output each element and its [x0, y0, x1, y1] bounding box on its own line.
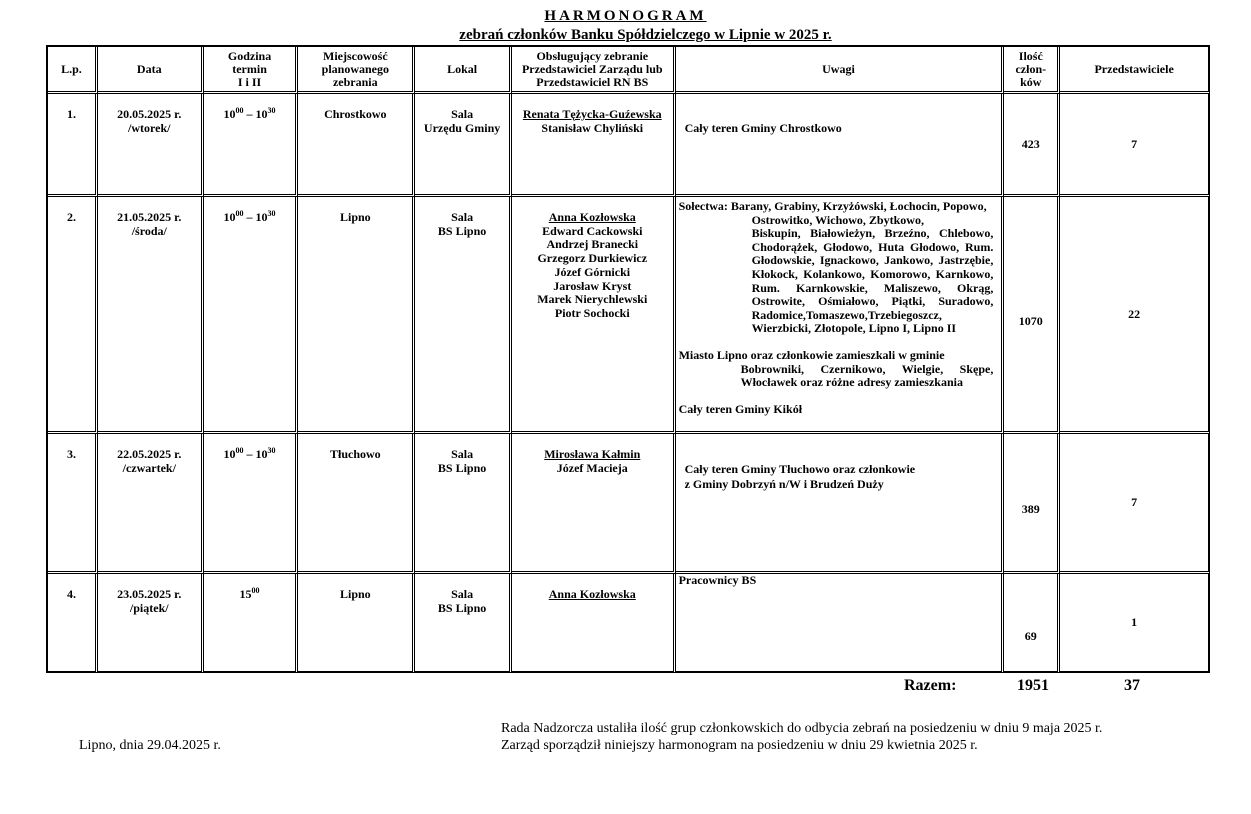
cell-notes: [676, 197, 1005, 434]
header-staff-line: Obsługujący zebranie: [536, 48, 649, 63]
time-end-minutes: 30: [267, 209, 276, 218]
header-staff: [512, 47, 676, 94]
staff-lead: Anna Kozłowska: [548, 210, 636, 224]
table-row: [48, 434, 1210, 574]
cell-staff: [512, 574, 676, 673]
notes-solectwa: [679, 200, 994, 214]
cell-place: Lipno: [298, 197, 415, 434]
time-start-minutes: 00: [251, 586, 260, 595]
totals-representatives: 37: [1124, 677, 1140, 694]
cell-venue: [415, 94, 512, 197]
notes-solectwa-first: Barany, Grabiny, Krzyżówski, Łochocin, Popowo,: [730, 199, 987, 213]
notes-kikol: Cały teren Gminy Kikół: [678, 401, 803, 416]
time-start-minutes: 00: [235, 446, 244, 455]
cell-representatives: 1: [1060, 574, 1210, 673]
header-place-line: zebrania: [332, 74, 378, 89]
cell-count: 389: [1004, 434, 1060, 574]
footer-place-date: Lipno, dnia 29.04.2025 r.: [79, 738, 221, 753]
cell-count: 1070: [1004, 197, 1060, 434]
cell-venue: [415, 574, 512, 673]
notes-solectwa-label: Sołectwa:: [678, 199, 728, 213]
footer-note-council: Rada Nadzorcza ustaliła ilość grup członkowskich do odbycia zebrań na posiedzeniu w dniu 9 maja 2025 r.: [501, 721, 1103, 736]
header-staff-line: Przedstawiciel RN BS: [536, 74, 649, 89]
cell-representatives: 7: [1060, 94, 1210, 197]
time-end: 10: [255, 107, 268, 121]
time-end-minutes: 30: [267, 106, 276, 115]
notes-text: Cały teren Gminy Chrostkowo: [684, 121, 842, 135]
notes-miasto: Miasto Lipno oraz członkowie zamieszkali w gminie: [678, 347, 945, 362]
notes-solectwa-line: Wierzbicki, Złotopole, Lipno I, Lipno II: [751, 321, 957, 336]
cell-venue: [415, 197, 512, 434]
venue-line: Sala: [451, 210, 474, 224]
cell-notes: [676, 434, 1005, 574]
header-count-line: człon-: [1015, 61, 1047, 76]
footer-note-board: Zarząd sporządził niniejszy harmonogram na posiedzeniu w dniu 29 kwietnia 2025 r.: [501, 738, 978, 753]
cell-notes: [676, 94, 1005, 197]
venue-line: BS Lipno: [437, 223, 487, 238]
staff-member: Grzegorz Durkiewicz: [537, 251, 648, 266]
staff-member: Andrzej Branecki: [546, 237, 639, 252]
cell-date: [98, 197, 204, 434]
notes-text: Pracownicy BS: [678, 573, 757, 587]
cell-count: 69: [1004, 574, 1060, 673]
header-lp: L.p.: [48, 47, 98, 94]
header-time-line: termin: [232, 61, 267, 76]
notes-solectwa-line: Biskupin, Białowieżyn, Brzeźno, Chlebowo, Chodorążek, Głodowo, Huta Głodowo, Rum. Głodowskie, Ignackowo, Jankowo, Jastrzębie, Kłokock, Kolankowo, Komorowo, Karnkowo, Rum. Karnkowskie, Maliszewo, Okrąg, Ostrowite, Ośmiałowo, Piątki, Suradowo, Radomice,Tomaszewo,Trzebiegoszcz,: [751, 226, 994, 322]
date-text: 22.05.2025 r.: [117, 447, 182, 461]
cell-staff: [512, 94, 676, 197]
staff-member: Piotr Sochocki: [554, 305, 630, 320]
header-date: Data: [98, 47, 204, 94]
table-row: [48, 197, 1210, 434]
time-end: 10: [255, 210, 268, 224]
time-start: 15: [239, 587, 252, 601]
table-row: [48, 94, 1210, 197]
cell-date: [98, 94, 204, 197]
totals-count: 1951: [1017, 677, 1049, 694]
venue-line: Sala: [451, 447, 474, 461]
cell-count: 423: [1004, 94, 1060, 197]
totals-label: Razem:: [904, 677, 957, 694]
day-text: /czwartek/: [122, 460, 176, 475]
day-text: /wtorek/: [128, 120, 171, 135]
day-text: /piątek/: [129, 600, 169, 615]
time-end-minutes: 30: [267, 446, 276, 455]
time-start: 10: [223, 447, 236, 461]
header-row: [48, 47, 1210, 94]
cell-lp: 1.: [48, 94, 98, 197]
staff-lead: Renata Tężycka-Guźewska: [522, 107, 662, 121]
staff-lead: Mirosława Kałmin: [544, 447, 641, 461]
header-count-line: ków: [1020, 74, 1042, 89]
cell-place: Chrostkowo: [298, 94, 415, 197]
cell-lp: 4.: [48, 574, 98, 673]
header-time: [204, 47, 299, 94]
notes-line: z Gminy Dobrzyń n/W i Brudzeń Duży: [684, 477, 884, 491]
date-text: 21.05.2025 r.: [117, 210, 182, 224]
notes-miasto-rest: Bobrowniki, Czernikowo, Wielgie, Skępe, Włocławek oraz różne adresy zamieszkania: [740, 361, 994, 390]
cell-time: [204, 94, 299, 197]
venue-line: BS Lipno: [437, 600, 487, 615]
cell-lp: 2.: [48, 197, 98, 434]
time-start-minutes: 00: [235, 209, 244, 218]
day-text: /środa/: [131, 223, 167, 238]
notes-line: Cały teren Gminy Tłuchowo oraz członkowie: [684, 462, 916, 476]
cell-lp: 3.: [48, 434, 98, 574]
cell-date: [98, 434, 204, 574]
time-separator: –: [243, 210, 256, 224]
time-separator: –: [243, 107, 256, 121]
staff-member: Józef Macieja: [556, 460, 628, 475]
cell-venue: [415, 434, 512, 574]
time-start-minutes: 00: [235, 106, 244, 115]
notes-solectwa-line: Ostrowitko, Wichowo, Zbytkowo,: [751, 212, 924, 227]
document-title: HARMONOGRAM: [544, 8, 707, 24]
venue-line: Urzędu Gminy: [423, 120, 501, 135]
cell-staff: [512, 434, 676, 574]
time-start: 10: [223, 107, 236, 121]
document-subtitle: zebrań członków Banku Spółdzielczego w Lipnie w 2025 r.: [459, 27, 832, 43]
staff-lead: Anna Kozłowska: [548, 587, 636, 601]
staff-member: Edward Cackowski: [542, 223, 643, 238]
cell-representatives: 7: [1060, 434, 1210, 574]
staff-member: Józef Górnicki: [554, 264, 631, 279]
cell-notes: [676, 574, 1005, 673]
time-end: 10: [255, 447, 268, 461]
header-place-line: Miejscowość: [323, 48, 388, 63]
header-venue: Lokal: [415, 47, 512, 94]
venue-line: Sala: [451, 587, 474, 601]
cell-staff: [512, 197, 676, 434]
header-time-line: I i II: [237, 74, 262, 89]
table-row: [48, 574, 1210, 673]
time-start: 10: [223, 210, 236, 224]
cell-place: Lipno: [298, 574, 415, 673]
time-separator: –: [243, 447, 256, 461]
header-representatives: Przedstawiciele: [1060, 47, 1210, 94]
venue-line: Sala: [451, 107, 474, 121]
cell-representatives: 22: [1060, 197, 1210, 434]
staff-member: Jarosław Kryst: [553, 278, 632, 293]
header-staff-line: Przedstawiciel Zarządu lub: [521, 61, 663, 76]
header-notes: Uwagi: [676, 47, 1005, 94]
staff-member: Marek Nierychlewski: [537, 292, 648, 307]
header-count: [1004, 47, 1060, 94]
header-place-line: planowanego: [321, 61, 389, 76]
header-count-line: Ilość: [1018, 48, 1043, 63]
schedule-table: [46, 45, 1210, 673]
staff-member: Stanisław Chyliński: [541, 120, 644, 135]
cell-time: [204, 197, 299, 434]
header-place: [298, 47, 415, 94]
date-text: 20.05.2025 r.: [117, 107, 182, 121]
cell-place: Tłuchowo: [298, 434, 415, 574]
venue-line: BS Lipno: [437, 460, 487, 475]
cell-time: [204, 434, 299, 574]
cell-date: [98, 574, 204, 673]
header-time-line: Godzina: [227, 48, 272, 63]
cell-time: [204, 574, 299, 673]
date-text: 23.05.2025 r.: [117, 587, 182, 601]
